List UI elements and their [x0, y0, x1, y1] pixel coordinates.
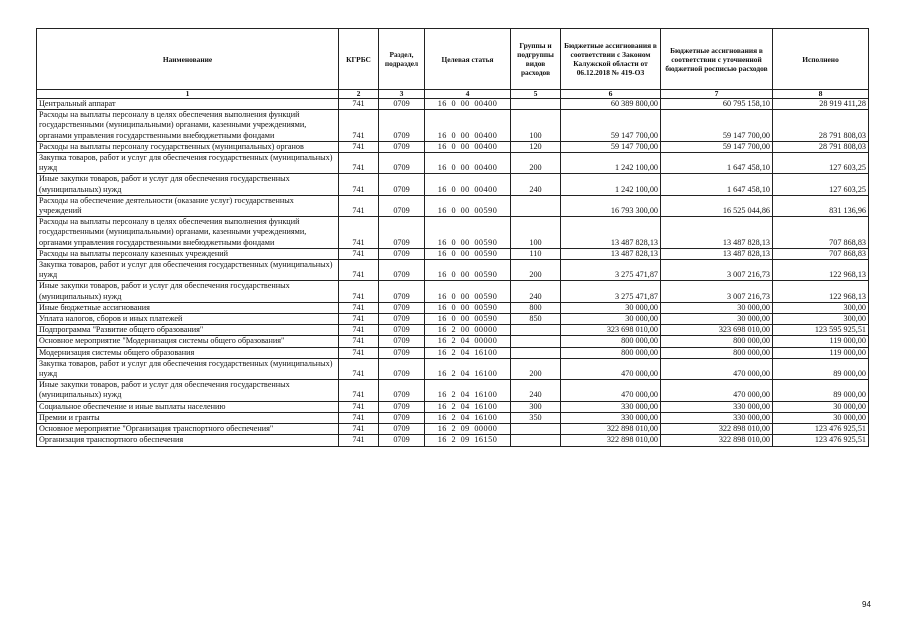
row-razdel-cell: 0709	[379, 195, 425, 216]
row-budget-refined-cell: 3 007 216,73	[661, 260, 773, 281]
row-kgrbs-cell: 741	[339, 435, 379, 446]
row-target-article-cell: 16 0 00 00590	[425, 248, 511, 259]
row-budget-refined-cell: 470 000,00	[661, 358, 773, 379]
row-expense-group-cell: 100	[511, 110, 561, 142]
row-target-article-cell: 16 0 00 00590	[425, 195, 511, 216]
row-target-article-cell: 16 2 04 16100	[425, 380, 511, 401]
row-target-article-cell: 16 0 00 00400	[425, 110, 511, 142]
row-kgrbs-cell: 741	[339, 412, 379, 423]
row-name-cell: Основное мероприятие "Модернизация системы общего образования"	[37, 336, 339, 347]
row-target-article-cell: 16 0 00 00400	[425, 153, 511, 174]
row-razdel-cell: 0709	[379, 314, 425, 325]
row-budget-refined-cell: 322 898 010,00	[661, 424, 773, 435]
row-razdel-cell: 0709	[379, 260, 425, 281]
row-budget-refined-cell: 13 487 828,13	[661, 217, 773, 249]
row-target-article-cell: 16 0 00 00590	[425, 217, 511, 249]
row-expense-group-cell: 240	[511, 174, 561, 195]
row-budget-refined-cell: 13 487 828,13	[661, 248, 773, 259]
row-expense-group-cell: 120	[511, 141, 561, 152]
row-razdel-cell: 0709	[379, 110, 425, 142]
row-name-cell: Подпрограмма "Развитие общего образования"	[37, 325, 339, 336]
row-razdel-cell: 0709	[379, 99, 425, 110]
row-target-article-cell: 16 0 00 00400	[425, 174, 511, 195]
header-expense-group: Группы и подгруппы видов расходов	[511, 29, 561, 90]
row-expense-group-cell: 200	[511, 260, 561, 281]
row-name-cell: Социальное обеспечение и иные выплаты населению	[37, 401, 339, 412]
column-number-row	[37, 90, 869, 99]
row-budget-law-cell: 1 242 100,00	[561, 174, 661, 195]
row-budget-law-cell: 470 000,00	[561, 358, 661, 379]
row-budget-refined-cell: 470 000,00	[661, 380, 773, 401]
row-kgrbs-cell: 741	[339, 401, 379, 412]
row-expense-group-cell: 200	[511, 358, 561, 379]
row-executed-cell: 707 868,83	[773, 248, 869, 259]
row-executed-cell: 300,00	[773, 314, 869, 325]
table-row	[37, 358, 869, 379]
row-razdel-cell: 0709	[379, 281, 425, 302]
row-budget-refined-cell: 60 795 158,10	[661, 99, 773, 110]
row-razdel-cell: 0709	[379, 302, 425, 313]
row-target-article-cell: 16 2 04 16100	[425, 347, 511, 358]
row-kgrbs-cell: 741	[339, 380, 379, 401]
row-budget-refined-cell: 1 647 458,10	[661, 153, 773, 174]
row-executed-cell: 707 868,83	[773, 217, 869, 249]
row-kgrbs-cell: 741	[339, 260, 379, 281]
row-executed-cell: 122 968,13	[773, 260, 869, 281]
table-row	[37, 217, 869, 249]
row-executed-cell: 831 136,96	[773, 195, 869, 216]
row-executed-cell: 119 000,00	[773, 336, 869, 347]
row-razdel-cell: 0709	[379, 380, 425, 401]
budget-table	[36, 28, 869, 447]
row-target-article-cell: 16 0 00 00400	[425, 141, 511, 152]
row-kgrbs-cell: 741	[339, 424, 379, 435]
header-name: Наименование	[37, 29, 339, 90]
row-executed-cell: 123 595 925,51	[773, 325, 869, 336]
row-expense-group-cell	[511, 99, 561, 110]
table-body	[37, 99, 869, 447]
table-row	[37, 248, 869, 259]
row-target-article-cell: 16 0 00 00590	[425, 314, 511, 325]
row-expense-group-cell	[511, 195, 561, 216]
row-budget-law-cell: 16 793 300,00	[561, 195, 661, 216]
row-target-article-cell: 16 2 04 16100	[425, 412, 511, 423]
row-executed-cell: 127 603,25	[773, 174, 869, 195]
table-row	[37, 380, 869, 401]
row-name-cell: Закупка товаров, работ и услуг для обеспечения государственных (муниципальных) нужд	[37, 358, 339, 379]
row-kgrbs-cell: 741	[339, 153, 379, 174]
row-name-cell: Закупка товаров, работ и услуг для обеспечения государственных (муниципальных) нужд	[37, 260, 339, 281]
row-executed-cell: 28 791 808,03	[773, 110, 869, 142]
column-number: 8	[773, 90, 869, 99]
row-name-cell: Расходы на обеспечение деятельности (оказание услуг) государственных учреждений	[37, 195, 339, 216]
table-row	[37, 141, 869, 152]
row-budget-law-cell: 59 147 700,00	[561, 110, 661, 142]
row-expense-group-cell	[511, 424, 561, 435]
row-target-article-cell: 16 2 04 16100	[425, 401, 511, 412]
table-row	[37, 110, 869, 142]
row-budget-law-cell: 322 898 010,00	[561, 424, 661, 435]
row-name-cell: Расходы на выплаты персоналу государственных (муниципальных) органов	[37, 141, 339, 152]
table-row	[37, 412, 869, 423]
row-expense-group-cell	[511, 336, 561, 347]
row-expense-group-cell: 300	[511, 401, 561, 412]
row-budget-law-cell: 323 698 010,00	[561, 325, 661, 336]
row-razdel-cell: 0709	[379, 174, 425, 195]
row-kgrbs-cell: 741	[339, 325, 379, 336]
row-kgrbs-cell: 741	[339, 302, 379, 313]
row-budget-law-cell: 330 000,00	[561, 412, 661, 423]
row-razdel-cell: 0709	[379, 153, 425, 174]
row-budget-refined-cell: 1 647 458,10	[661, 174, 773, 195]
row-budget-law-cell: 3 275 471,87	[561, 281, 661, 302]
row-executed-cell: 123 476 925,51	[773, 424, 869, 435]
row-expense-group-cell: 850	[511, 314, 561, 325]
row-expense-group-cell: 800	[511, 302, 561, 313]
header-budget-refined: Бюджетные ассигнования в соответствии с уточненной бюджетной росписью расходов	[661, 29, 773, 90]
page-number: 94	[862, 600, 871, 609]
row-expense-group-cell: 240	[511, 380, 561, 401]
header-executed: Исполнено	[773, 29, 869, 90]
row-target-article-cell: 16 2 04 16100	[425, 358, 511, 379]
header-budget-law: Бюджетные ассигнования в соответствии с Законом Калужской области от 06.12.2018 № 419-ОЗ	[561, 29, 661, 90]
row-name-cell: Расходы на выплаты персоналу казенных учреждений	[37, 248, 339, 259]
row-name-cell: Расходы на выплаты персоналу в целях обеспечения выполнения функций государственными (муниципальными) органами, казенными учреждениями, органами управления государственными внебюджетными фондами	[37, 217, 339, 249]
row-budget-refined-cell: 800 000,00	[661, 336, 773, 347]
row-budget-law-cell: 13 487 828,13	[561, 248, 661, 259]
row-razdel-cell: 0709	[379, 141, 425, 152]
column-number: 6	[561, 90, 661, 99]
table-row	[37, 153, 869, 174]
row-expense-group-cell: 110	[511, 248, 561, 259]
row-name-cell: Расходы на выплаты персоналу в целях обеспечения выполнения функций государственными (муниципальными) органами, казенными учреждениями, органами управления государственными внебюджетными фондами	[37, 110, 339, 142]
row-kgrbs-cell: 741	[339, 174, 379, 195]
row-executed-cell: 30 000,00	[773, 401, 869, 412]
row-budget-law-cell: 59 147 700,00	[561, 141, 661, 152]
table-row	[37, 435, 869, 446]
table-row	[37, 314, 869, 325]
header-kgrbs: КГРБС	[339, 29, 379, 90]
row-target-article-cell: 16 2 09 16150	[425, 435, 511, 446]
row-target-article-cell: 16 0 00 00590	[425, 260, 511, 281]
row-expense-group-cell	[511, 435, 561, 446]
row-razdel-cell: 0709	[379, 248, 425, 259]
row-kgrbs-cell: 741	[339, 336, 379, 347]
row-budget-law-cell: 1 242 100,00	[561, 153, 661, 174]
row-kgrbs-cell: 741	[339, 248, 379, 259]
row-budget-law-cell: 13 487 828,13	[561, 217, 661, 249]
table-row	[37, 424, 869, 435]
row-name-cell: Иные закупки товаров, работ и услуг для обеспечения государственных (муниципальных) нужд	[37, 380, 339, 401]
column-number: 5	[511, 90, 561, 99]
row-budget-law-cell: 470 000,00	[561, 380, 661, 401]
row-budget-refined-cell: 323 698 010,00	[661, 325, 773, 336]
column-number: 3	[379, 90, 425, 99]
row-name-cell: Иные закупки товаров, работ и услуг для обеспечения государственных (муниципальных) нужд	[37, 174, 339, 195]
row-executed-cell: 89 000,00	[773, 380, 869, 401]
row-budget-refined-cell: 330 000,00	[661, 401, 773, 412]
table-row	[37, 174, 869, 195]
row-target-article-cell: 16 2 04 00000	[425, 336, 511, 347]
row-budget-refined-cell: 30 000,00	[661, 314, 773, 325]
row-kgrbs-cell: 741	[339, 195, 379, 216]
column-number: 1	[37, 90, 339, 99]
row-target-article-cell: 16 0 00 00590	[425, 302, 511, 313]
row-name-cell: Иные закупки товаров, работ и услуг для обеспечения государственных (муниципальных) нужд	[37, 281, 339, 302]
row-name-cell: Иные бюджетные ассигнования	[37, 302, 339, 313]
row-executed-cell: 122 968,13	[773, 281, 869, 302]
table-row	[37, 260, 869, 281]
row-target-article-cell: 16 0 00 00400	[425, 99, 511, 110]
table-row	[37, 325, 869, 336]
row-kgrbs-cell: 741	[339, 347, 379, 358]
row-executed-cell: 89 000,00	[773, 358, 869, 379]
row-expense-group-cell	[511, 325, 561, 336]
row-expense-group-cell	[511, 347, 561, 358]
row-budget-refined-cell: 59 147 700,00	[661, 141, 773, 152]
row-name-cell: Модернизация системы общего образования	[37, 347, 339, 358]
row-budget-refined-cell: 16 525 044,86	[661, 195, 773, 216]
row-budget-refined-cell: 59 147 700,00	[661, 110, 773, 142]
row-budget-refined-cell: 30 000,00	[661, 302, 773, 313]
row-name-cell: Основное мероприятие "Организация транспортного обеспечения"	[37, 424, 339, 435]
row-executed-cell: 300,00	[773, 302, 869, 313]
row-razdel-cell: 0709	[379, 325, 425, 336]
budget-report-sheet	[36, 28, 868, 447]
row-razdel-cell: 0709	[379, 347, 425, 358]
row-razdel-cell: 0709	[379, 435, 425, 446]
header-target-article: Целевая статья	[425, 29, 511, 90]
row-budget-law-cell: 330 000,00	[561, 401, 661, 412]
row-executed-cell: 119 000,00	[773, 347, 869, 358]
row-budget-refined-cell: 330 000,00	[661, 412, 773, 423]
row-name-cell: Центральный аппарат	[37, 99, 339, 110]
row-executed-cell: 28 791 808,03	[773, 141, 869, 152]
column-number: 2	[339, 90, 379, 99]
table-row	[37, 401, 869, 412]
row-executed-cell: 123 476 925,51	[773, 435, 869, 446]
row-executed-cell: 28 919 411,28	[773, 99, 869, 110]
row-name-cell: Премии и гранты	[37, 412, 339, 423]
row-expense-group-cell: 240	[511, 281, 561, 302]
row-budget-law-cell: 60 389 800,00	[561, 99, 661, 110]
row-budget-law-cell: 3 275 471,87	[561, 260, 661, 281]
table-row	[37, 99, 869, 110]
row-executed-cell: 127 603,25	[773, 153, 869, 174]
column-number: 7	[661, 90, 773, 99]
row-kgrbs-cell: 741	[339, 358, 379, 379]
row-kgrbs-cell: 741	[339, 281, 379, 302]
header-razdel: Раздел, подраздел	[379, 29, 425, 90]
row-target-article-cell: 16 2 09 00000	[425, 424, 511, 435]
table-row	[37, 302, 869, 313]
row-name-cell: Уплата налогов, сборов и иных платежей	[37, 314, 339, 325]
row-razdel-cell: 0709	[379, 217, 425, 249]
table-row	[37, 347, 869, 358]
row-kgrbs-cell: 741	[339, 217, 379, 249]
row-razdel-cell: 0709	[379, 412, 425, 423]
row-budget-law-cell: 800 000,00	[561, 336, 661, 347]
row-target-article-cell: 16 0 00 00590	[425, 281, 511, 302]
row-expense-group-cell: 200	[511, 153, 561, 174]
row-expense-group-cell: 350	[511, 412, 561, 423]
table-row	[37, 195, 869, 216]
row-kgrbs-cell: 741	[339, 110, 379, 142]
table-header-row	[37, 29, 869, 90]
row-budget-law-cell: 800 000,00	[561, 347, 661, 358]
row-budget-law-cell: 30 000,00	[561, 302, 661, 313]
row-razdel-cell: 0709	[379, 401, 425, 412]
row-kgrbs-cell: 741	[339, 141, 379, 152]
row-budget-refined-cell: 322 898 010,00	[661, 435, 773, 446]
row-name-cell: Организация транспортного обеспечения	[37, 435, 339, 446]
table-row	[37, 281, 869, 302]
row-razdel-cell: 0709	[379, 336, 425, 347]
table-row	[37, 336, 869, 347]
row-budget-refined-cell: 3 007 216,73	[661, 281, 773, 302]
row-kgrbs-cell: 741	[339, 99, 379, 110]
row-expense-group-cell: 100	[511, 217, 561, 249]
row-name-cell: Закупка товаров, работ и услуг для обеспечения государственных (муниципальных) нужд	[37, 153, 339, 174]
row-razdel-cell: 0709	[379, 358, 425, 379]
row-kgrbs-cell: 741	[339, 314, 379, 325]
row-target-article-cell: 16 2 00 00000	[425, 325, 511, 336]
row-executed-cell: 30 000,00	[773, 412, 869, 423]
row-budget-refined-cell: 800 000,00	[661, 347, 773, 358]
row-budget-law-cell: 30 000,00	[561, 314, 661, 325]
row-razdel-cell: 0709	[379, 424, 425, 435]
column-number: 4	[425, 90, 511, 99]
row-budget-law-cell: 322 898 010,00	[561, 435, 661, 446]
